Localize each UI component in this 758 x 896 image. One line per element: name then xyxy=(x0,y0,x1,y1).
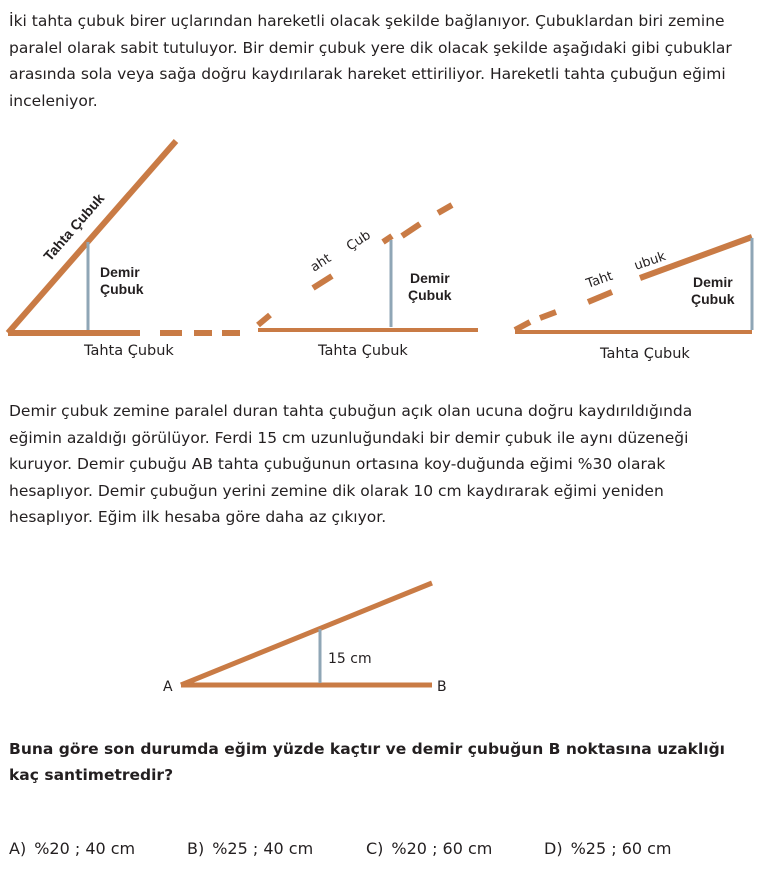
panel3-slanted-label-1: Taht xyxy=(584,268,615,292)
option-a[interactable] xyxy=(9,839,135,858)
panel1-slanted-wood xyxy=(8,141,176,333)
option-c-letter: C) xyxy=(366,839,384,858)
panel3-slanted-label-2: ubuk xyxy=(632,249,668,274)
panel2-slanted-label-2: Çub xyxy=(344,227,374,255)
option-c[interactable] xyxy=(366,839,492,858)
answer-options xyxy=(9,839,749,869)
option-a-letter: A) xyxy=(9,839,27,858)
panel-1 xyxy=(8,141,240,359)
option-c-text: %20 ; 60 cm xyxy=(391,839,493,858)
option-a-text: %20 ; 40 cm xyxy=(34,839,136,858)
option-d-text: %25 ; 60 cm xyxy=(570,839,672,858)
panel-2 xyxy=(258,205,478,359)
panel1-iron-label-2: Çubuk xyxy=(100,281,144,297)
option-b[interactable] xyxy=(187,839,313,858)
panel2-slanted-label-1: aht xyxy=(308,251,335,276)
panel2-slanted-dash-2 xyxy=(313,276,332,288)
panel2-slanted-dash-4 xyxy=(402,224,420,236)
option-b-text: %25 ; 40 cm xyxy=(212,839,314,858)
panel3-iron-label-1: Demir xyxy=(693,274,733,290)
panel1-iron-label-1: Demir xyxy=(100,264,140,280)
panel2-slanted-dash-1 xyxy=(258,315,270,325)
figure-2 xyxy=(163,583,447,695)
point-b-label: B xyxy=(437,679,447,695)
panel3-wood-label: Tahta Çubuk xyxy=(600,346,690,362)
figure2-slanted-wood xyxy=(181,583,432,685)
panel2-slanted-dash-5 xyxy=(438,205,452,213)
panel-3 xyxy=(515,237,752,362)
intro-paragraph: İki tahta çubuk birer uçlarından hareketli olacak şekilde bağlanıyor. Çubuklardan biri zemine paralel olarak sabit tutuluyor. Bir demir çubuk yere dik olacak şekilde aşağıdaki gibi çubuklar arasında sola veya sağa doğru kaydırılarak hareket ettiriliyor. Hareketli tahta çubuğun eğimi inceleniyor. xyxy=(9,12,732,110)
panel3-slanted-dash-2 xyxy=(540,312,556,318)
panel1-slanted-label: Tahta Çubuk xyxy=(40,190,108,264)
body-paragraph: Demir çubuk zemine paralel duran tahta çubuğun açık olan ucuna doğru kaydırıldığında eğimin azaldığı görülüyor. Ferdi 15 cm uzunluğundaki bir demir çubuk ile aynı düzeneği kuruyor. Demir çubuğu AB tahta çubuğunun ortasına koy-duğunda eğimi %30 olarak hesaplıyor. Demir çubuğun yerini zemine dik olarak 10 cm kaydırarak eğimi yeniden hesaplıyor. Eğim ilk hesaba göre daha az çıkıyor. xyxy=(9,402,693,526)
option-d[interactable] xyxy=(544,839,672,858)
option-b-letter: B) xyxy=(187,839,205,858)
panel2-iron-label-1: Demir xyxy=(410,270,450,286)
panel2-wood-label: Tahta Çubuk xyxy=(318,343,408,359)
point-a-label: A xyxy=(163,679,173,695)
iron-length-label: 15 cm xyxy=(328,651,372,667)
panel2-iron-label-2: Çubuk xyxy=(408,287,452,303)
option-d-letter: D) xyxy=(544,839,563,858)
question-text: Buna göre son durumda eğim yüzde kaçtır ve demir çubuğun B noktasına uzaklığı kaç santimetredir? xyxy=(9,740,725,784)
panel3-slanted-dash-3 xyxy=(588,292,612,302)
panel3-slanted-dash-1 xyxy=(515,322,530,330)
panel3-iron-label-2: Çubuk xyxy=(691,291,735,307)
panel1-wood-label: Tahta Çubuk xyxy=(84,343,174,359)
